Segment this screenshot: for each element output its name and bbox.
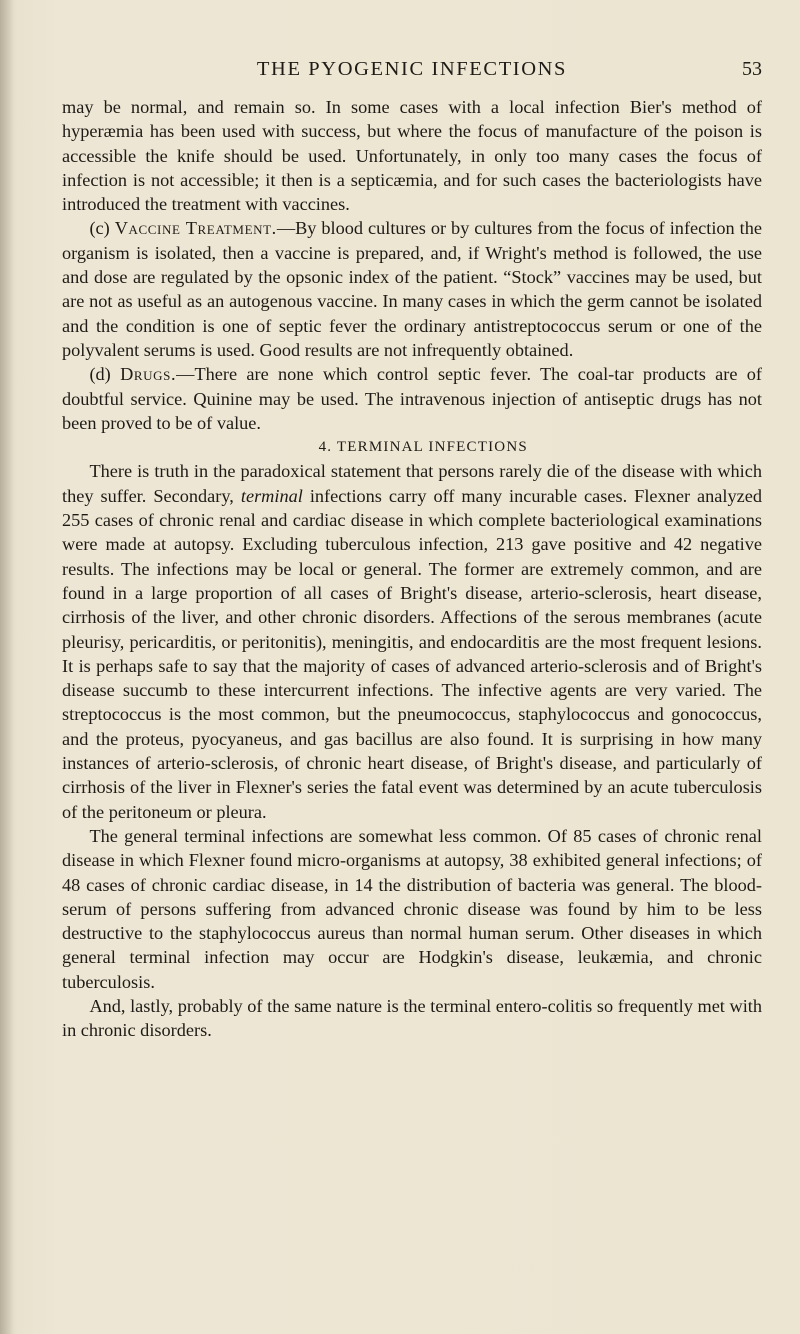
vaccine-label: (c) (89, 218, 110, 239)
paragraph-drugs (62, 362, 762, 435)
running-head: THE PYOGENIC INFECTIONS (256, 58, 568, 80)
vaccine-text: —By blood cultures or by cultures from the focus of infection the organism is isolated, then a vaccine is prepared, and, if Wright's method is followed, the use and dose are regulated by the opsonic index of the patient. “Stock” vaccines may be used, but are not as useful as an autogenous vaccine. In many cases in which the germ cannot be isolated and the condition is one of septic fever the ordinary antistreptococcus serum or one of the polyvalent serums is used. Good results are not infrequently obtained. (62, 218, 763, 360)
drugs-label: (d) (89, 364, 111, 385)
gutter-shadow (0, 0, 14, 1334)
terminal-text-a: There is truth in the paradoxical statement that persons rarely die of the disease with which they suffer. Secondary, (62, 461, 762, 506)
paragraph-terminal-infections (62, 459, 762, 823)
terminal-emphasis: terminal (240, 485, 303, 506)
paragraph-general-infections (62, 824, 762, 994)
general-text: The general terminal infections are somewhat less common. Of 85 cases of chronic renal disease in which Flexner found micro-organisms at autopsy, 38 exhibited general infections; of 48 cases of chronic cardiac disease, in 14 the distribution of bacteria was general. The blood-serum of persons suffering from advanced chronic disease was found by him to be less destructive to the staphylococcus aureus than normal human serum. Other diseases in which general terminal infection may occur are Hodgkin's disease, leukæmia, and chronic tuberculosis. (62, 825, 762, 992)
paragraph-1-text: may be normal, and remain so. In some cases with a local infection Bier's method of hyperæmia has been used with success, but where the focus of manufacture of the poison is accessible the knife should be used. Unfortunately, in only too many cases the focus of infection is not accessible; it then is a septicæmia, and for such cases the bacteriologists have introduced the treatment with vaccines. (62, 97, 762, 215)
section-heading: 4. TERMINAL INFECTIONS (318, 439, 528, 456)
vaccine-heading: Vaccine Treatment. (114, 218, 277, 239)
page-header (62, 58, 762, 88)
entero-colitis-text: And, lastly, probably of the same nature is the terminal entero-colitis so frequently met with in chronic disorders. (62, 995, 762, 1041)
paragraph-continuation (62, 95, 762, 216)
paragraph-entero-colitis (62, 994, 762, 1043)
body-text (62, 95, 762, 1043)
terminal-text-b: infections carry off many incurable cases. Flexner analyzed 255 cases of chronic renal and cardiac disease in which complete bacteriological examinations were made at autopsy. Excluding tuberculous infection, 213 gave positive and 42 negative results. The infections may be local or general. The former are extremely common, and are found in a large proportion of all cases of Bright's disease, arterio-sclerosis, heart disease, cirrhosis of the liver, and other chronic disorders. Affections of the serous membranes (acute pleurisy, pericarditis, or peritonitis), meningitis, and endocarditis are the most frequent lesions. It is perhaps safe to say that the majority of cases of advanced arterio-sclerosis and of Bright's disease succumb to these intercurrent infections. The infective agents are very varied. The streptococcus is the most common, but the pneumococcus, staphylococcus and gonococcus, and the proteus, pyocyaneus, and gas bacillus are also found. It is surprising in how many instances of arterio-sclerosis, of chronic heart disease, of Bright's disease, and particularly of cirrhosis of the liver in Flexner's series the fatal event was determined by an acute tuberculosis of the peritoneum or pleura. (62, 485, 762, 822)
page-number: 53 (742, 58, 762, 80)
drugs-text: —There are none which control septic fever. The coal-tar products are of doubtful service. Quinine may be used. The intravenous injection of antiseptic drugs has not been proved to be of value. (62, 364, 762, 433)
paragraph-vaccine-treatment (62, 216, 762, 362)
drugs-heading: Drugs. (120, 364, 177, 385)
